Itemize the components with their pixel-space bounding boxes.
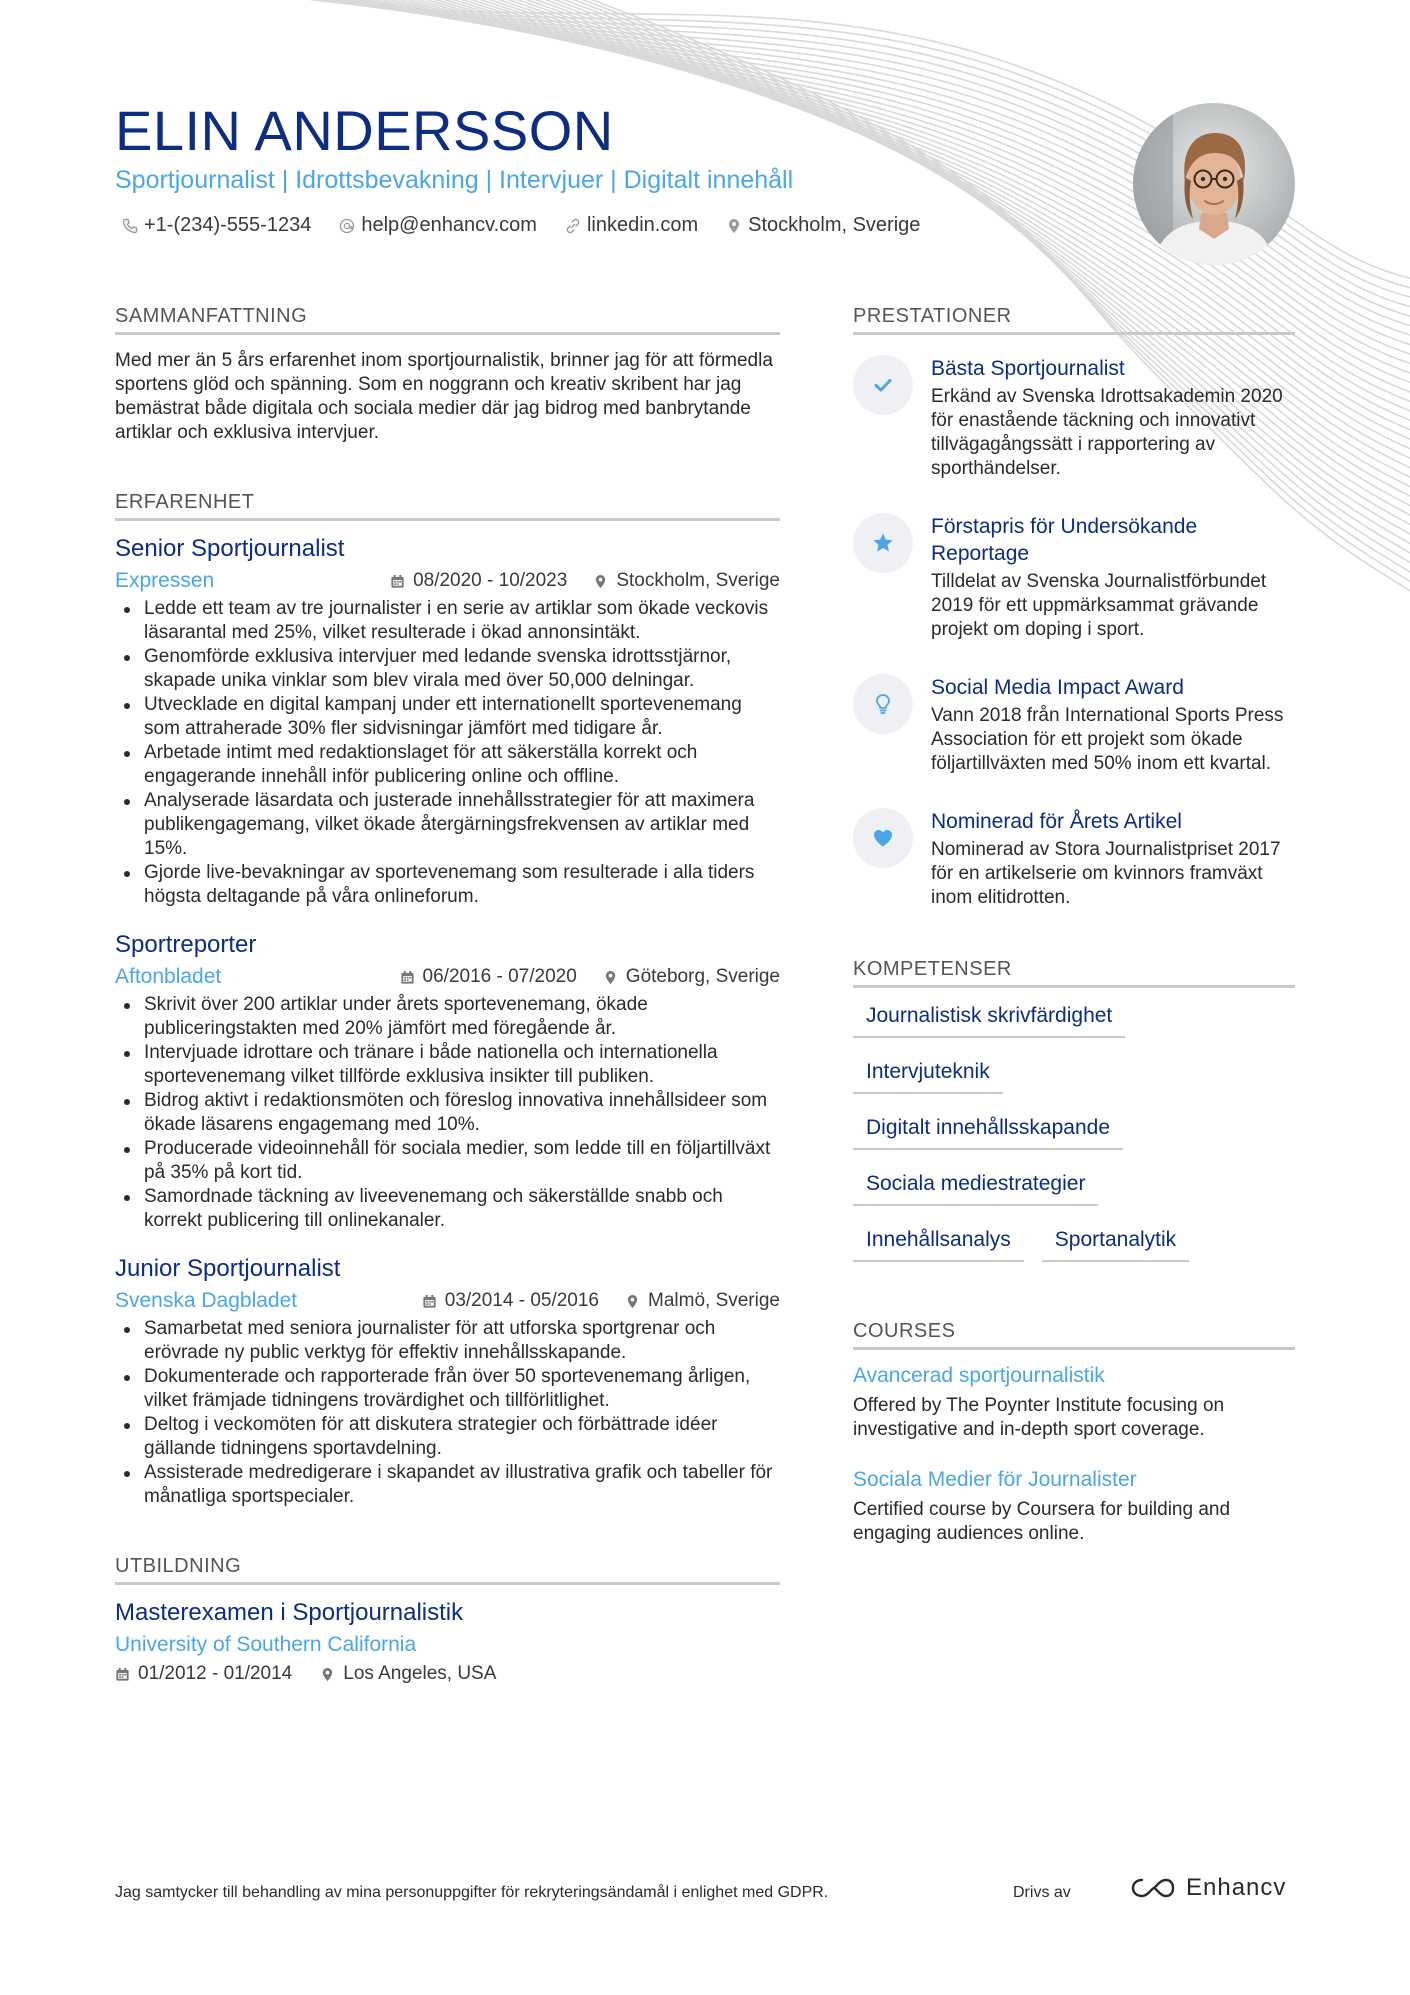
bullet-item: Analyserade läsardata och justerade innehållsstrategier för att maximera publikengagemang, vilket ökade återgärningsfrekvensen av artiklar med 15%.	[115, 789, 780, 861]
job-meta	[115, 569, 780, 593]
degree-title: Masterexamen i Sportjournalistik	[115, 1599, 464, 1626]
candidate-name: ELIN ANDERSSON	[115, 99, 614, 162]
bullet-item: Bidrog aktivt i redaktionsmöten och föreslog innovativa innehållsideer som ökade läsarens engagemang med 10%.	[115, 1089, 780, 1137]
brand-logo[interactable]	[1130, 1874, 1286, 1902]
linkedin-text: linkedin.com	[586, 214, 699, 236]
course-item	[853, 1468, 1295, 1546]
bullet-item: Dokumenterade och rapporterade från över 50 sportevenemang årligen, vilket främjade tidningens trovärdighet och tillförlitlighet.	[115, 1365, 780, 1413]
achievement-desc: Nominerad av Stora Journalistpriset 2017 för en artikelserie om kvinnors framväxt inom elitidrotten.	[931, 839, 1281, 908]
bullet-item: Utvecklade en digital kampanj under ett internationellt sportevenemang som attraherade 30% fler sidvisningar jämfört med tidigare år.	[115, 693, 780, 741]
achievement-desc: Vann 2018 från International Sports Press Association för ett projekt som ökade följartillväxten med 50% inom ett kvartal.	[931, 705, 1284, 774]
phone-icon	[122, 218, 138, 234]
candidate-headline: Sportjournalist | Idrottsbevakning | Intervjuer | Digitalt innehåll	[115, 166, 794, 194]
calendar-icon	[422, 1294, 437, 1309]
education-dates: 01/2012 - 01/2014	[138, 1663, 293, 1684]
job-entry	[115, 931, 780, 1233]
achievement-item	[853, 513, 1295, 642]
job-dates: 03/2014 - 05/2016	[444, 1290, 599, 1311]
achievement-desc: Erkänd av Svenska Idrottsakademin 2020 för enastående täckning och innovativt tillvägagångssätt i rapportering av sporthändelser.	[931, 386, 1283, 479]
courses-heading: COURSES	[853, 1320, 1295, 1350]
contact-row	[122, 214, 920, 237]
job-meta	[115, 1289, 780, 1313]
achievement-title: Bästa Sportjournalist	[931, 357, 1125, 380]
infinity-logo-icon	[1130, 1875, 1176, 1901]
powered-by-label: Drivs av	[1013, 1884, 1071, 1901]
skill-tag: Innehållsanalys	[853, 1228, 1024, 1262]
summary-text: Med mer än 5 års erfarenhet inom sportjournalistik, brinner jag för att förmedla sportens glöd och spänning. Som en noggrann och kreativ skribent har jag bemästrat både digitala och sociala medier där jag bidrog med banbrytande artiklar och exklusiva intervjuer.	[115, 350, 773, 443]
job-dates: 06/2016 - 07/2020	[422, 966, 577, 987]
skill-tag: Sociala mediestrategier	[853, 1172, 1098, 1206]
footer	[115, 1874, 1295, 1902]
portrait-illustration	[1133, 103, 1295, 265]
job-location: Göteborg, Sverige	[625, 966, 780, 987]
job-title: Junior Sportjournalist	[115, 1255, 341, 1282]
summary-heading: SAMMANFATTNING	[115, 305, 780, 335]
calendar-icon	[390, 574, 405, 589]
skills-list	[853, 1004, 1295, 1262]
education-location: Los Angeles, USA	[343, 1663, 497, 1684]
calendar-icon	[115, 1667, 130, 1682]
contact-phone[interactable]	[122, 214, 311, 237]
contact-location	[726, 214, 920, 237]
skill-tag: Digitalt innehållsskapande	[853, 1116, 1123, 1150]
skill-tag: Intervjuteknik	[853, 1060, 1003, 1094]
job-entry	[115, 1255, 780, 1509]
bullet-item: Gjorde live-bevakningar av sportevenemang som resulterade i alla tiders högsta deltagande på våra onlineforum.	[115, 861, 780, 909]
skill-tag: Journalistisk skrivfärdighet	[853, 1004, 1125, 1038]
bullet-item: Intervjuade idrottare och tränare i både nationella och internationella sportevenemang vilket tillförde exklusiva insikter till publiken.	[115, 1041, 780, 1089]
course-title: Avancerad sportjournalistik	[853, 1364, 1105, 1387]
achievement-item	[853, 808, 1295, 910]
bullet-item: Samordnade täckning av liveevenemang och säkerställde snabb och korrekt publicering till onlinekanaler.	[115, 1185, 780, 1233]
calendar-icon	[400, 970, 415, 985]
brand-name: Enhancv	[1186, 1874, 1287, 1901]
contact-linkedin[interactable]	[565, 214, 698, 237]
job-bullets	[115, 993, 780, 1233]
education-heading: UTBILDNING	[115, 1555, 780, 1585]
heart-icon	[871, 826, 895, 850]
bullet-item: Skrivit över 200 artiklar under årets sportevenemang, ökade publiceringstakten med 20% jämfört med föregående år.	[115, 993, 780, 1041]
achievement-desc: Tilldelat av Svenska Journalistförbundet 2019 för ett uppmärksammat grävande projekt om doping i sport.	[931, 571, 1267, 640]
achievement-title: Förstapris för Undersökande Reportage	[931, 515, 1198, 565]
job-title: Senior Sportjournalist	[115, 535, 345, 562]
job-location: Malmö, Sverige	[648, 1290, 780, 1311]
link-icon	[565, 218, 581, 234]
course-title: Sociala Medier för Journalister	[853, 1468, 1137, 1491]
bullet-item: Samarbetat med seniora journalister för att utforska sportgrenar och erövrade ny public verktyg för effektiv innehållsskapande.	[115, 1317, 780, 1365]
bullet-item: Assisterade medredigerare i skapandet av illustrativa grafik och tabeller för månatliga sportspecialer.	[115, 1461, 780, 1509]
achievement-item	[853, 355, 1295, 481]
bullet-item: Deltog i veckomöten för att diskutera strategier och förbättrade idéer gällande tidningens sportavdelning.	[115, 1413, 780, 1461]
job-meta	[115, 965, 780, 989]
company-name: Svenska Dagbladet	[115, 1289, 298, 1312]
experience-heading: ERFARENHET	[115, 491, 780, 521]
bullet-item: Ledde ett team av tre journalister i en serie av artiklar som ökade veckovis läsarantal med 25%, vilket resulterade i ökad annonsintäkt.	[115, 597, 780, 645]
job-entry	[115, 535, 780, 909]
left-column	[115, 305, 780, 1685]
school-name: University of Southern California	[115, 1633, 417, 1656]
location-pin-icon	[320, 1667, 335, 1682]
location-pin-icon	[593, 574, 608, 589]
gdpr-consent: Jag samtycker till behandling av mina personuppgifter för rekryteringsändamål i enlighet med GDPR.	[115, 1884, 829, 1901]
skills-heading: KOMPETENSER	[853, 958, 1295, 988]
location-pin-icon	[625, 1294, 640, 1309]
skill-tag: Sportanalytik	[1042, 1228, 1189, 1262]
bullet-item: Producerade videoinnehåll för sociala medier, som ledde till en följartillväxt på 35% på kort tid.	[115, 1137, 780, 1185]
bullet-item: Genomförde exklusiva intervjuer med ledande svenska idrottsstjärnor, skapade unika vinklar som blev virala med över 50,000 delningar.	[115, 645, 780, 693]
contact-email[interactable]	[339, 214, 537, 237]
right-column	[853, 305, 1295, 1572]
job-title: Sportreporter	[115, 931, 257, 958]
education-meta	[115, 1663, 780, 1685]
job-dates: 08/2020 - 10/2023	[413, 570, 568, 591]
phone-text: +1-(234)-555-1234	[144, 214, 312, 236]
achievement-item	[853, 674, 1295, 776]
email-text: help@enhancv.com	[361, 214, 537, 236]
job-bullets	[115, 1317, 780, 1509]
profile-photo	[1133, 103, 1295, 265]
achievements-heading: PRESTATIONER	[853, 305, 1295, 335]
at-sign-icon	[339, 218, 355, 234]
job-location: Stockholm, Sverige	[616, 570, 780, 591]
bullet-item: Arbetade intimt med redaktionslaget för att säkerställa korrekt och engagerande innehåll inför publicering online och offline.	[115, 741, 780, 789]
job-bullets	[115, 597, 780, 909]
course-desc: Certified course by Coursera for building and engaging audiences online.	[853, 1499, 1231, 1544]
company-name: Aftonbladet	[115, 965, 222, 988]
location-pin-icon	[726, 218, 742, 234]
checkmark-icon	[871, 373, 895, 397]
course-item	[853, 1364, 1295, 1442]
course-desc: Offered by The Poynter Institute focusing on investigative and in-depth sport coverage.	[853, 1395, 1225, 1440]
location-text: Stockholm, Sverige	[748, 214, 921, 236]
achievement-title: Social Media Impact Award	[931, 676, 1184, 699]
location-pin-icon	[603, 970, 618, 985]
achievement-title: Nominerad för Årets Artikel	[931, 810, 1182, 833]
lightbulb-icon	[871, 692, 895, 716]
star-icon	[871, 531, 895, 555]
company-name: Expressen	[115, 569, 215, 592]
